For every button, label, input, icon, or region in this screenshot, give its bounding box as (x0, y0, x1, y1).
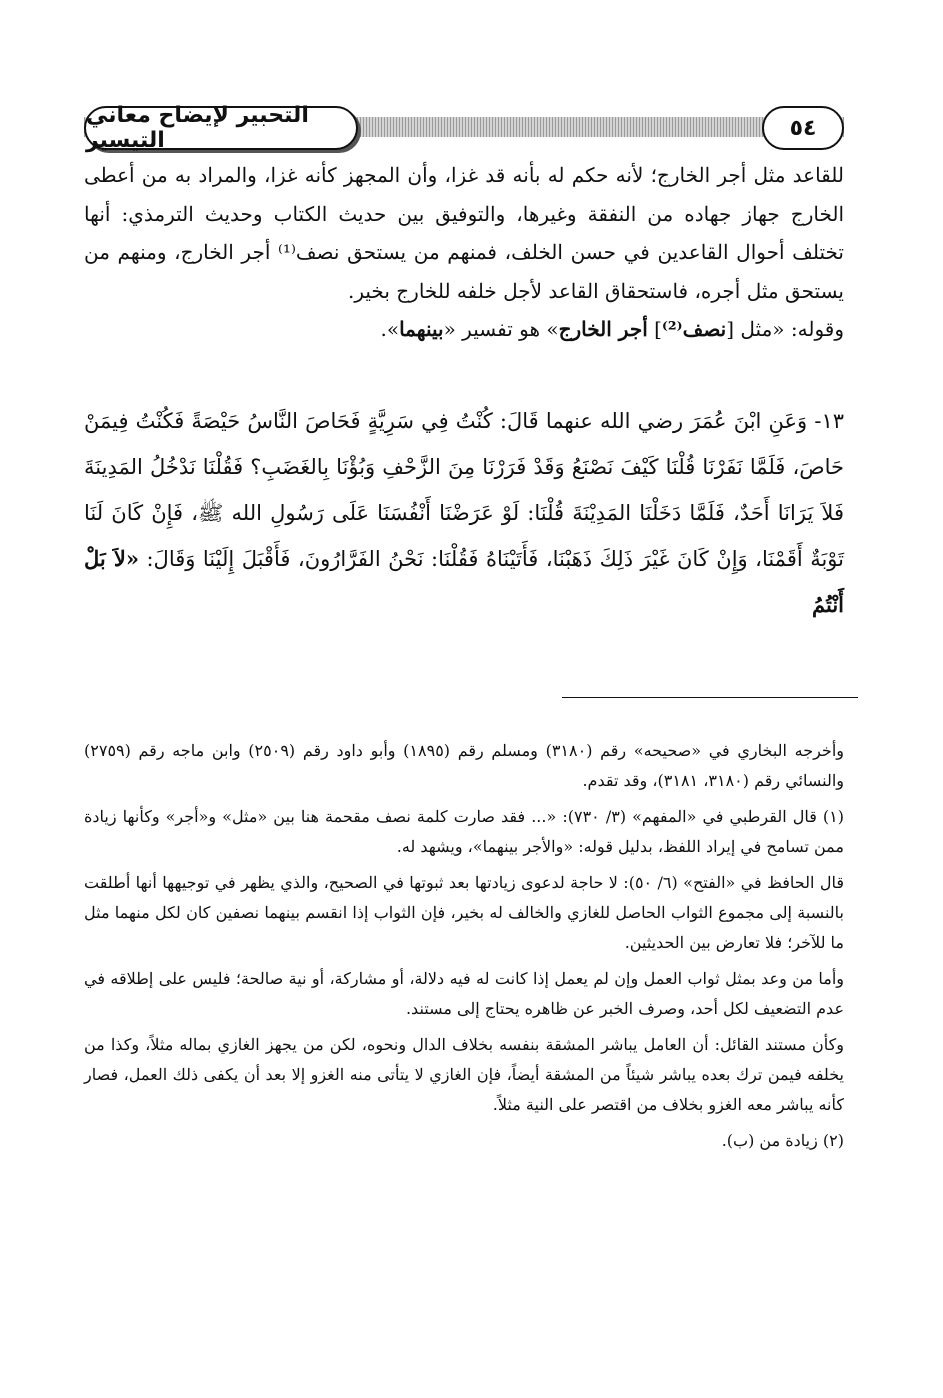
commentary-paragraph-2 (84, 310, 844, 349)
quote-suffix: ». (380, 317, 400, 341)
footnote-takhrij: وأخرجه البخاري في «صحيحه» رقم (٣١٨٠) ومسلم رقم (١٨٩٥) وأبو داود رقم (٢٥٠٩) وابن ماجه رقم (٢٧٥٩) والنسائي رقم (٣١٨٠، ٣١٨١)، وقد تقدم. (84, 741, 844, 790)
hadith-paragraph (84, 398, 844, 628)
book-title: التحبير لإيضاح معاني التيسير (84, 106, 358, 150)
footnote-divider (562, 697, 858, 698)
footnote-1: (١) قال القرطبي في «المفهم» (٣/ ٧٣٠): «... فقد صارت كلمة نصف مقحمة هنا بين «مثل» و«أجر» وكأنها زيادة ممن تسامح في إيراد اللفظ، بدليل قوله: «والأجر بينهما»، ويشهد له. (84, 807, 845, 856)
hadith-body: ١٣- وَعَنِ ابْنَ عُمَرَ رضي الله عنهما قَالَ: كُنْتُ فِي سَرِيَّةٍ فَحَاصَ النَّاسُ حَيْصَةً فَكُنْتُ فِيمَنْ حَاصَ، فَلَمَّا نَفَرْنَا قُلْنَا كَيْفَ نَصْنَعُ وَقَدْ فَرَرْنَا مِنَ الزَّحْفِ وَبُؤْنَا بِالغَضَبِ؟ فَقُلْنَا نَدْخُلُ المَدِينَةَ فَلاَ يَرَانَا أَحَدٌ، فَلَمَّا دَخَلْنَا المَدِيْنَةَ قُلْنَا: لَوْ عَرَضْنَا أَنْفُسَنَا عَلَى رَسُولِ الله ﷺ، فَإِنْ كَانَ لَنَا تَوْبَةٌ أَقَمْنَا، وَإِنْ كَانَ غَيْرَ ذَلِكَ ذَهَبْنَا، فَأَتَيْنَاهُ فَقُلْنَا: نَحْنُ الفَرَّارُونَ، فَأَقْبَلَ إِلَيْنَا وَقَالَ: (84, 409, 844, 571)
footnotes (84, 736, 844, 1162)
quote-bold-between: بينهما (399, 317, 444, 341)
footnote-1-hafiz: قال الحافظ في «الفتح» (٦/ ٥٠): لا حاجة لدعوى زيادتها بعد ثبوتها في الصحيح، والذي يظهر في توجيهها أنها أطلقت بالنسبة إلى مجموع الثواب الحاصل للغازي والخالف له بخير، فإن الثواب إذا انقسم بينهما نصفين كان لكل منهما مثل ما للآخر؛ فلا تعارض بين الحديثين. (84, 873, 844, 952)
quote-bold-half: نصف⁽²⁾ (661, 317, 727, 341)
running-header (84, 103, 844, 151)
commentary-paragraph-1: للقاعد مثل أجر الخارج؛ لأنه حكم له بأنه قد غزا، وأن المجهز كأنه غزا، والمراد به من أعطى الخارج جهاز جهاده من النفقة وغيرها، والتوفيق بين حديث الكتاب وحديث الترمذي: أنها تختلف أحوال القاعدين في حسن الخلف، فمنهم من يستحق نصف⁽¹⁾ أجر الخارج، ومنهم من يستحق مثل أجره، فاستحقاق القاعد لأجل خلفه للخارج بخير. (84, 163, 844, 303)
footnote-2: (٢) زيادة من (ب). (721, 1131, 844, 1150)
quote-bold-reward: أجر الخارج (558, 317, 648, 341)
page-number: ٥٤ (762, 106, 844, 150)
quote-mid2: » هو تفسير « (443, 317, 559, 341)
quote-mid: ] (647, 317, 662, 341)
hadith-bold-end: «لاَ بَلْ أَنْتُمُ (84, 546, 844, 617)
hadith-text (84, 398, 844, 628)
commentary-text (84, 156, 844, 349)
footnote-1-continued: وأما من وعد بمثل ثواب العمل وإن لم يعمل إذا كانت له فيه دلالة، أو مشاركة، أو نية صالحة؛ فليس على إطلاقه في عدم التضعيف لكل أحد، وصرف الخبر عن ظاهره يحتاج إلى مستند. (84, 969, 844, 1018)
footnote-1-conclusion: وكأن مستند القائل: أن العامل يباشر المشقة بنفسه بخلاف الدال ونحوه، لكن من يجهز الغازي بماله مثلاً، وكذا من يخلفه فيمن ترك بعده يباشر شيئاً من المشقة أيضاً، فإن الغازي لا يتأتى منه الغزو إلا بعد أن يكفى ذلك العمل، فصار كأنه يباشر معه الغزو بخلاف من اقتصر على النية مثلاً. (84, 1035, 844, 1114)
quote-prefix: وقوله: «مثل [ (726, 317, 844, 341)
